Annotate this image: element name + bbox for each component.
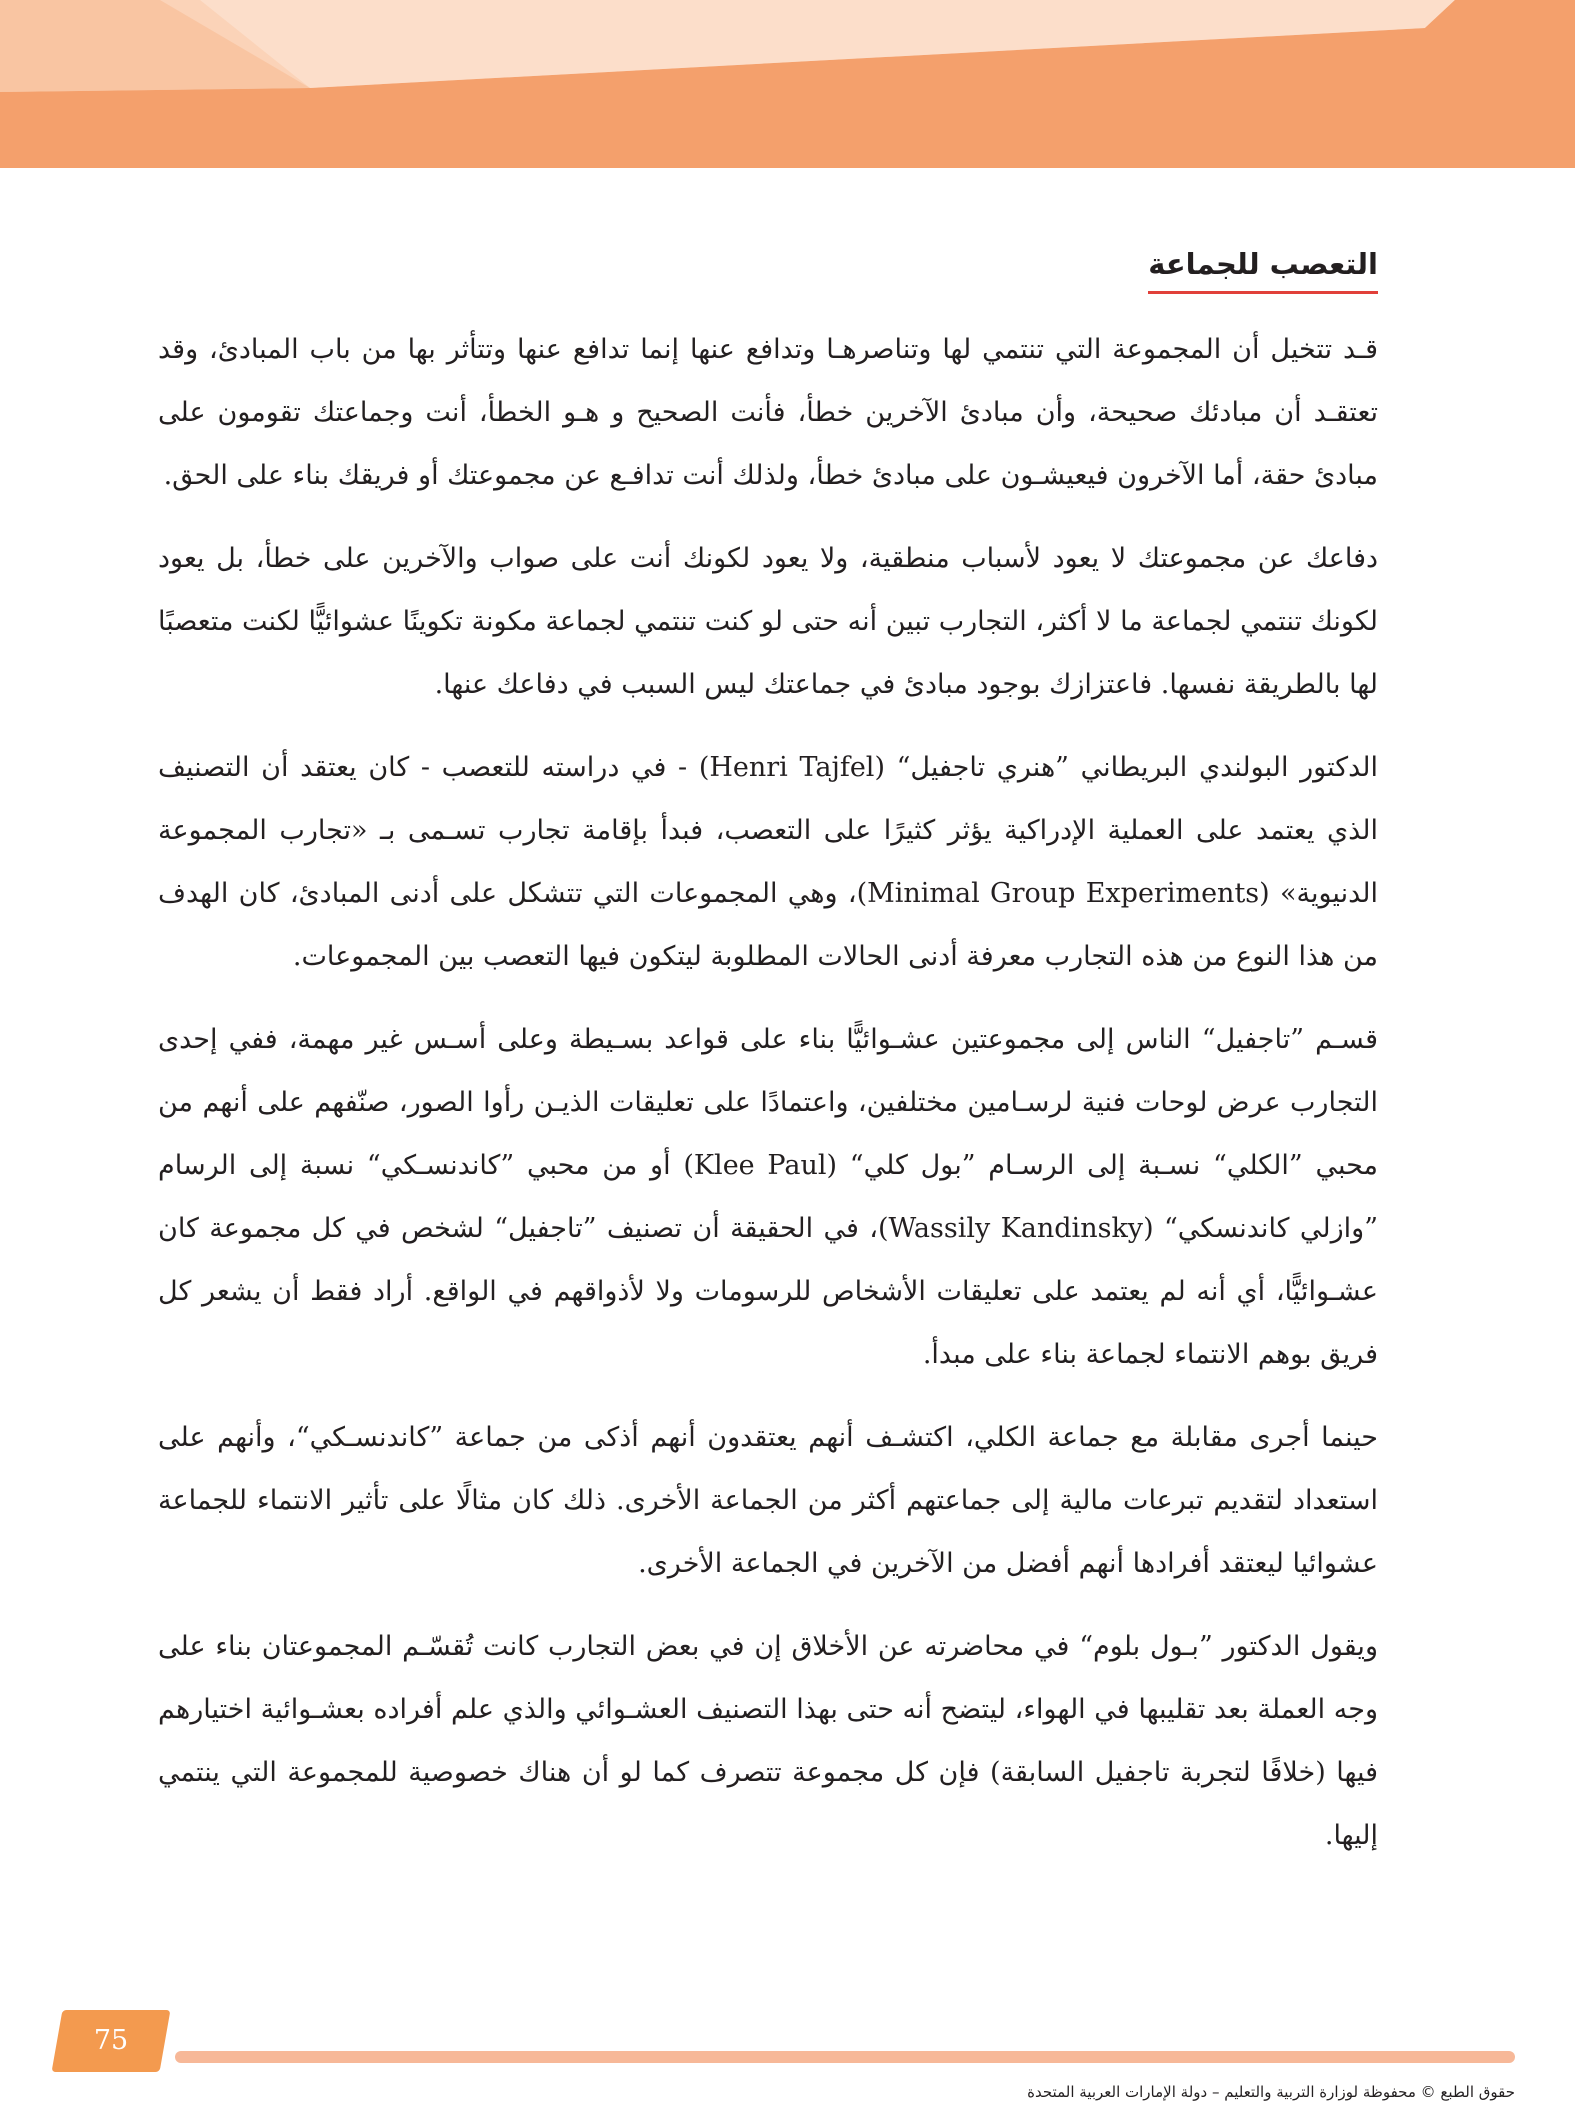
copyright-notice: حقوق الطبع © محفوظة لوزارة التربية والتعليم – دولة الإمارات العربية المتحدة: [1027, 2083, 1515, 2101]
paragraph: دفاعك عن مجموعتك لا يعود لأسباب منطقية، ولا يعود لكونك أنت على صواب والآخرين على خطأ، بل يعود لكونك تنتمي لجماعة ما لا أكثر، التجارب تبين أنه حتى لو كنت تنتمي لجماعة مكونة تكوينًا عشوائيًّا لكنت متعصبًا لها بالطريقة نفسها. فاعتزازك بوجود مبادئ في جماعتك ليس السبب في دفاعك عنها.: [158, 543, 1378, 700]
paragraph: قـد تتخيل أن المجموعة التي تنتمي لها وتناصرهـا وتدافع عنها إنما تدافع عنها وتتأثر بها من باب المبادئ، وقد تعتقـد أن مبادئك صحيحة، وأن مبادئ الآخرين خطأ، فأنت الصحيح و هـو الخطأ، أنت وجماعتك تقومون على مبادئ حقة، أما الآخرون فيعيشـون على مبادئ خطأ، ولذلك أنت تدافـع عن مجموعتك أو فريقك بناء على الحق.: [158, 334, 1378, 491]
footer-bar: [175, 2051, 1515, 2063]
article-body: [158, 318, 1378, 1887]
paragraph: ويقول الدكتور ”بـول بلوم“ في محاضرته عن الأخلاق إن في بعض التجارب كانت تُقسّـم المجموعتان بناء على وجه العملة بعد تقليبها في الهواء، ليتضح أنه حتى بهذا التصنيف العشـوائي والذي علم أفراده بعشـوائية اختيارهم فيها (خلافًا لتجربة تاجفيل السابقة) فإن كل مجموعة تتصرف كما لو أن هناك خصوصية للمجموعة التي ينتمي إليها.: [158, 1631, 1378, 1851]
paragraph: الدكتور البولندي البريطاني ”هنري تاجفيل“ (Henri Tajfel) - في دراسته للتعصب - كان يعتقد أن التصنيف الذي يعتمد على العملية الإدراكية يؤثر كثيرًا على التعصب، فبدأ بإقامة تجارب تسـمى بـ «تجارب المجموعة الدنيوية» (Minimal Group Experiments)، وهي المجموعات التي تتشكل على أدنى المبادئ، كان الهدف من هذا النوع من هذه التجارب معرفة أدنى الحالات المطلوبة ليتكون فيها التعصب بين المجموعات.: [158, 752, 1378, 972]
section-heading: التعصب للجماعة: [1148, 247, 1378, 294]
header-banner: [0, 0, 1575, 168]
paragraph: حينما أجرى مقابلة مع جماعة الكلي، اكتشـف أنهم يعتقدون أنهم أذكى من جماعة ”كاندنسـكي“، وأنهم على استعداد لتقديم تبرعات مالية إلى جماعتهم أكثر من الجماعة الأخرى. ذلك كان مثالًا على تأثير الانتماء للجماعة عشوائيا ليعتقد أفرادها أنهم أفضل من الآخرين في الجماعة الأخرى.: [158, 1422, 1378, 1579]
paragraph: قسـم ”تاجفيل“ الناس إلى مجموعتين عشـوائيًّا بناء على قواعد بسـيطة وعلى أسـس غير مهمة، ففي إحدى التجارب عرض لوحات فنية لرسـامين مختلفين، واعتمادًا على تعليقات الذيـن رأوا الصور، صنّفهم على أنهم من محبي ”الكلي“ نسـبة إلى الرسـام ”بول كلي“ (Klee Paul) أو من محبي ”كاندنسـكي“ نسبة إلى الرسام ”وازلي كاندنسكي“ (Wassily Kandinsky)، في الحقيقة أن تصنيف ”تاجفيل“ لشخص في كل مجموعة كان عشـوائيًّا، أي أنه لم يعتمد على تعليقات الأشخاص للرسومات ولا لأذواقهم في الواقع. أراد فقط أن يشعر كل فريق بوهم الانتماء لجماعة بناء على مبدأ.: [158, 1024, 1379, 1370]
page-number: 75: [93, 2025, 129, 2056]
